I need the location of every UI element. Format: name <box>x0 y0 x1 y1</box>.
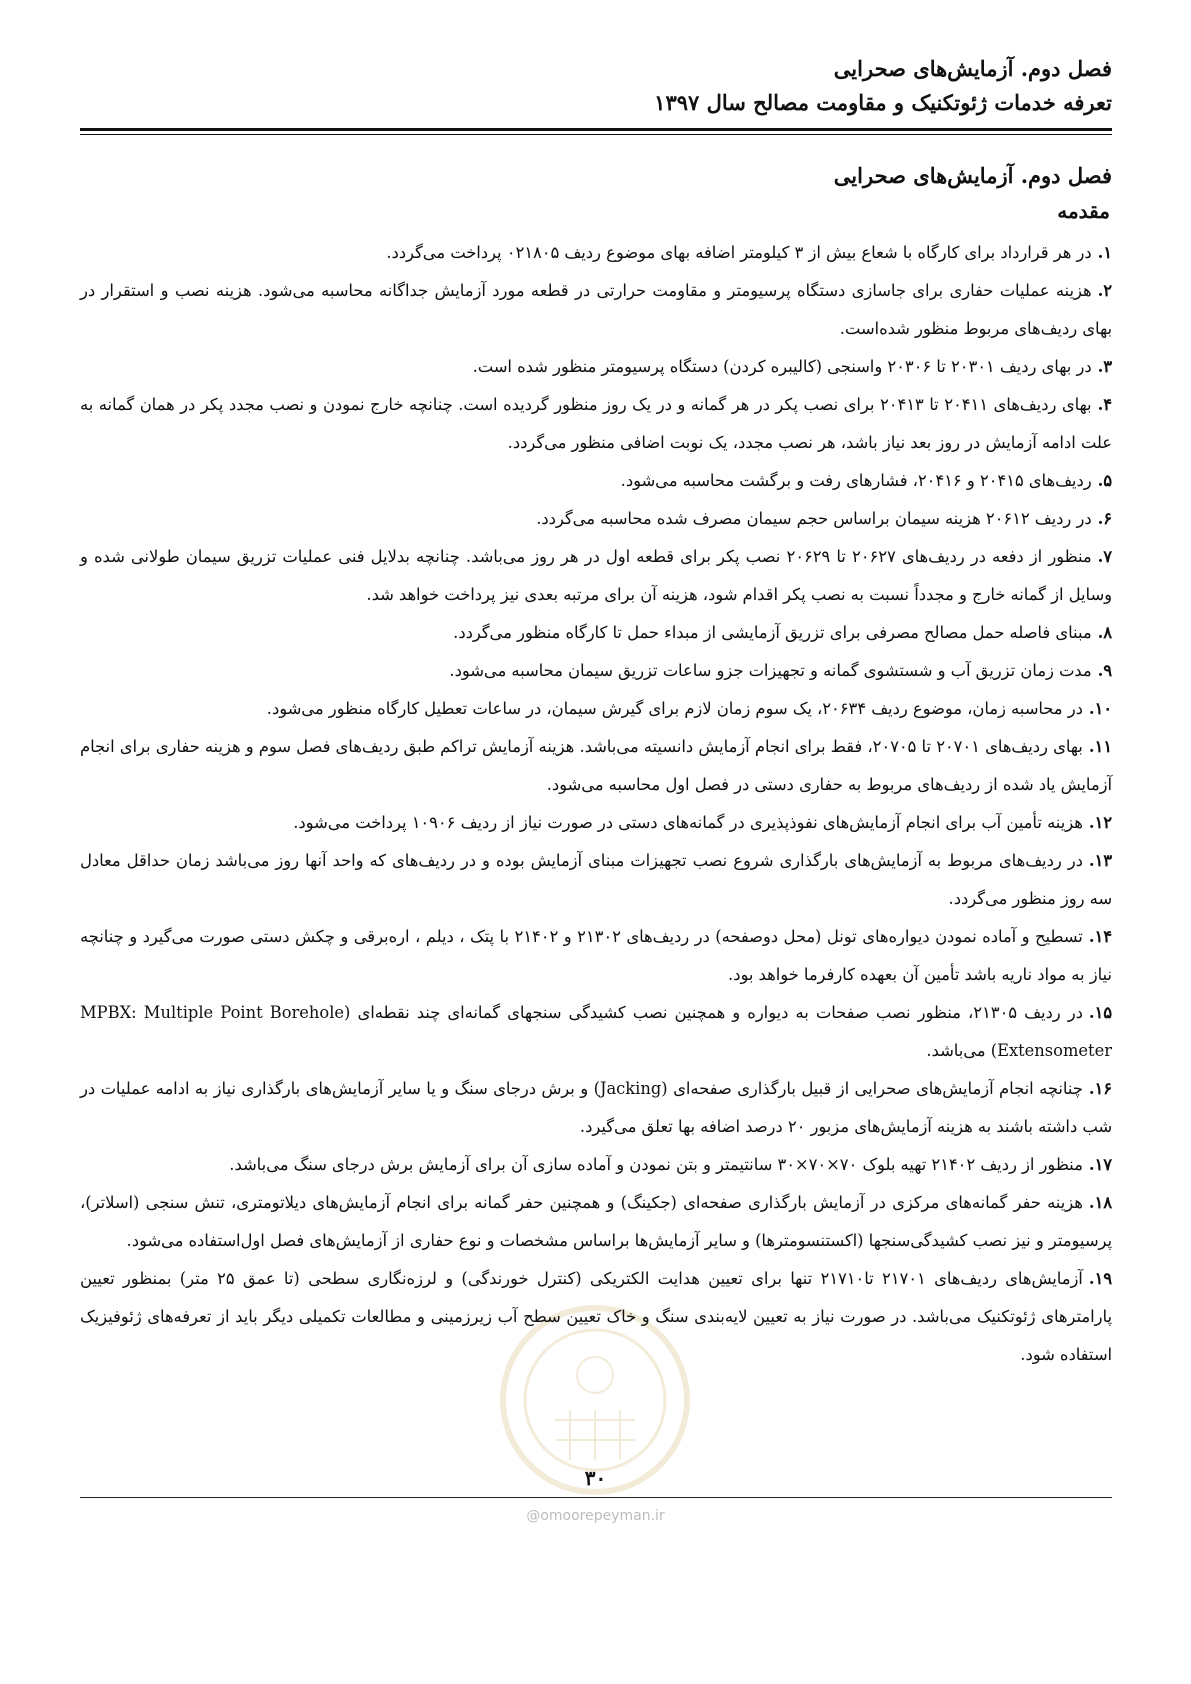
header-tariff-line: تعرفه خدمات ژئوتکنیک و مقاومت مصالح سال ۱۳۹۷ <box>654 90 1112 115</box>
list-item <box>80 690 1112 728</box>
list-item <box>80 728 1112 804</box>
item-text: چنانچه انجام آزمایش‌های صحرایی از قبیل بارگذاری صفحه‌ای (Jacking) و برش درجای سنگ و یا سایر آزمایش‌های بارگذاری نیاز به ادامه عملیات در شب داشته باشند به هزینه آزمایش‌های مزبور ۲۰ درصد اضافه بها تعلق می‌گیرد. <box>80 1079 1112 1136</box>
main-content <box>80 158 1112 1374</box>
list-item <box>80 272 1112 348</box>
item-number: ۶ . <box>1098 509 1112 528</box>
item-number: ۱۰ . <box>1089 699 1112 718</box>
footer-website: @omoorepeyman.ir <box>526 1508 665 1524</box>
item-number: ۱۸ . <box>1089 1193 1112 1212</box>
list-item <box>80 348 1112 386</box>
item-number: ۱۳ . <box>1089 851 1112 870</box>
list-item <box>80 1070 1112 1146</box>
item-text: هزینه تأمین آب برای انجام آزمایش‌های نفوذپذیری در گمانه‌های دستی در صورت نیاز از ردیف ۱۰۹۰۶ پرداخت می‌شود. <box>293 813 1083 832</box>
item-number: ۸ . <box>1098 623 1112 642</box>
list-item <box>80 918 1112 994</box>
intro-list <box>80 234 1112 1374</box>
item-text: در ردیف‌های مربوط به آزمایش‌های بارگذاری شروع نصب تجهیزات مبنای آزمایش بوده و در ردیف‌های که واحد آنها روز می‌باشد زمان حداقل معادل سه روز منظور می‌گردد. <box>80 851 1112 908</box>
list-item <box>80 614 1112 652</box>
item-number: ۳ . <box>1098 357 1112 376</box>
item-number: ۱۵ . <box>1089 1003 1112 1022</box>
item-text: در ردیف ۲۱۳۰۵، منظور نصب صفحات به دیواره و همچنین نصب کشیدگی سنجهای گمانه‌ای چند نقطه‌ای (MPBX: Multiple Point Borehole Extensometer) می‌باشد. <box>80 1003 1112 1060</box>
header-rule-thin <box>80 134 1112 135</box>
item-number: ۹ . <box>1098 661 1112 680</box>
item-number: ۵ . <box>1098 471 1112 490</box>
list-item <box>80 386 1112 462</box>
item-number: ۷ . <box>1098 547 1112 566</box>
list-item <box>80 538 1112 614</box>
item-text: مبنای فاصله حمل مصالح مصرفی برای تزریق آزمایشی از مبداء حمل تا کارگاه منظور می‌گردد. <box>453 623 1092 642</box>
item-number: ۱۲ . <box>1089 813 1112 832</box>
item-text: در ردیف ۲۰۶۱۲ هزینه سیمان براساس حجم سیمان مصرف شده محاسبه می‌گردد. <box>536 509 1092 528</box>
item-number: ۱۷ . <box>1089 1155 1112 1174</box>
list-item <box>80 994 1112 1070</box>
list-item <box>80 842 1112 918</box>
list-item <box>80 234 1112 272</box>
page-number: ۳۰ <box>584 1466 607 1490</box>
list-item <box>80 1184 1112 1260</box>
header-rule-thick <box>80 128 1112 131</box>
item-text: بهای ردیف‌های ۲۰۷۰۱ تا ۲۰۷۰۵، فقط برای انجام آزمایش دانسیته می‌باشد. هزینه آزمایش تراکم طبق ردیف‌های فصل سوم و هزینه حفاری برای انجام آزمایش یاد شده از ردیف‌های مربوط به حفاری دستی در فصل اول محاسبه می‌شود. <box>80 737 1112 794</box>
header-chapter-line: فصل دوم. آزمایش‌های صحرایی <box>833 56 1112 81</box>
item-text: در محاسبه زمان، موضوع ردیف ۲۰۶۳۴، یک سوم زمان لازم برای گیرش سیمان، در ساعات تعطیل کارگاه منظور می‌شود. <box>266 699 1083 718</box>
footer-rule <box>80 1497 1112 1498</box>
item-text: منظور از دفعه در ردیف‌های ۲۰۶۲۷ تا ۲۰۶۲۹ نصب پکر برای قطعه اول در هر روز می‌باشد. چنانچه بدلایل فنی عملیات تزریق سیمان طولانی شده و وسایل از گمانه خارج و مجدداً نسبت به نصب پکر اقدام شود، هزینه آن برای مرتبه بعدی نیز پرداخت خواهد شد. <box>80 547 1112 604</box>
item-number: ۱۶ . <box>1089 1079 1112 1098</box>
list-item <box>80 1146 1112 1184</box>
item-text: در بهای ردیف ۲۰۳۰۱ تا ۲۰۳۰۶ واسنجی (کالیبره کردن) دستگاه پرسیومتر منظور شده است. <box>472 357 1092 376</box>
list-item <box>80 1260 1112 1374</box>
list-item <box>80 500 1112 538</box>
item-text: هزینه عملیات حفاری برای جاسازی دستگاه پرسیومتر و مقاومت حرارتی در قطعه مورد آزمایش جداگانه محاسبه می‌شود. هزینه نصب و استقرار در بهای ردیف‌های مربوط منظور شده‌است. <box>80 281 1112 338</box>
item-text: بهای ردیف‌های ۲۰۴۱۱ تا ۲۰۴۱۳ برای نصب پکر در هر گمانه و در یک روز منظور گردیده است. چنانچه خارج نمودن و نصب مجدد پکر در همان گمانه به علت ادامه آزمایش در روز بعد نیاز باشد، هر نصب مجدد، یک نوبت اضافی منظور می‌گردد. <box>80 395 1112 452</box>
item-number: ۲ . <box>1098 281 1112 300</box>
list-item <box>80 804 1112 842</box>
section-title: مقدمه <box>1057 199 1110 223</box>
page-header <box>80 52 1112 120</box>
item-text: منظور از ردیف ۲۱۴۰۲ تهیه بلوک ۷۰×۷۰×۳۰ سانتیمتر و بتن نمودن و آماده سازی آن برای آزمایش برش درجای سنگ می‌باشد. <box>229 1155 1083 1174</box>
item-number: ۱ . <box>1098 243 1112 262</box>
item-number: ۴ . <box>1098 395 1112 414</box>
list-item <box>80 462 1112 500</box>
item-text: آزمایش‌های ردیف‌های ۲۱۷۰۱ تا۲۱۷۱۰ تنها برای تعیین هدایت الکتریکی (کنترل خورندگی) و لرزه‌نگاری سطحی (تا عمق ۲۵ متر) بمنظور تعیین پارامترهای ژئوتکنیک می‌باشد. در صورت نیاز به تعیین لایه‌بندی سنگ و خاک تعیین سطح آب زیرزمینی و مطالعات تکمیلی دیگر باید از تعرفه‌های ژئوفیزیک استفاده شود. <box>80 1269 1112 1364</box>
item-text: مدت زمان تزریق آب و شستشوی گمانه و تجهیزات جزو ساعات تزریق سیمان محاسبه می‌شود. <box>449 661 1092 680</box>
item-text: تسطیح و آماده نمودن دیواره‌های تونل (محل دوصفحه) در ردیف‌های ۲۱۳۰۲ و ۲۱۴۰۲ با پتک ، دیلم ، اره‌برقی و چکش دستی صورت می‌گیرد و چنانچه نیاز به مواد ناریه باشد تأمین آن بعهده کارفرما خواهد بود. <box>80 927 1112 984</box>
item-text: در هر قرارداد برای کارگاه با شعاع بیش از ۳ کیلومتر اضافه بهای موضوع ردیف ۰۲۱۸۰۵ پرداخت می‌گردد. <box>386 243 1092 262</box>
item-number: ۱۴ . <box>1089 927 1112 946</box>
item-number: ۱۱ . <box>1089 737 1112 756</box>
chapter-title: فصل دوم. آزمایش‌های صحرایی <box>833 163 1112 188</box>
item-text: ردیف‌های ۲۰۴۱۵ و ۲۰۴۱۶، فشارهای رفت و برگشت محاسبه می‌شود. <box>620 471 1092 490</box>
item-text: هزینه حفر گمانه‌های مرکزی در آزمایش بارگذاری صفحه‌ای (جکینگ) و همچنین حفر گمانه برای انجام آزمایش‌های دیلاتومتری، تنش سنجی (اسلاتر)، پرسیومتر و نیز نصب کشیدگی‌سنجها (اکستنسومترها) و سایر آزمایش‌ها براساس مشخصات و نوع حفاری از آزمایش‌های فصل اول‌استفاده می‌شود. <box>80 1193 1112 1250</box>
list-item <box>80 652 1112 690</box>
item-number: ۱۹ . <box>1089 1269 1112 1288</box>
